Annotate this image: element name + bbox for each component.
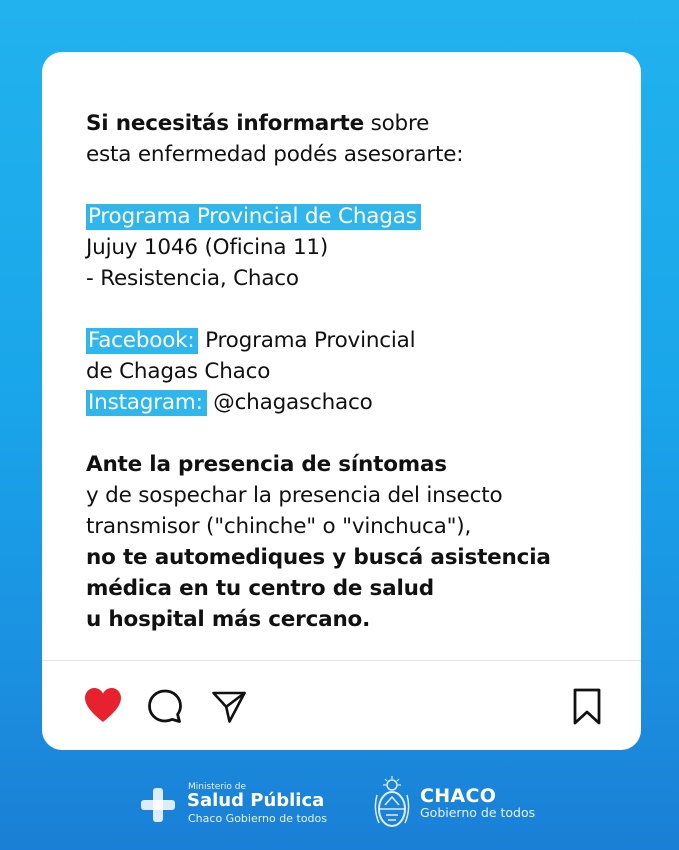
chaco-subtitle: Gobierno de todos	[420, 805, 536, 820]
facebook-line	[86, 325, 616, 356]
address-line-1: Jujuy 1046 (Oficina 11)	[86, 235, 329, 260]
intro-rest-text: sobre	[363, 111, 430, 136]
warning-bold-4: no te automediques y buscá asistencia	[86, 545, 551, 570]
bookmark-icon[interactable]	[570, 687, 604, 731]
instagram-handle: @chagaschaco	[213, 390, 373, 415]
warning-bold-1: Ante la presencia de síntomas	[86, 452, 447, 477]
health-cross-icon	[141, 788, 175, 822]
ministry-name: Salud Pública	[187, 790, 325, 811]
footer	[0, 772, 679, 836]
province-crest-icon	[372, 775, 412, 831]
instagram-line	[86, 387, 616, 418]
chaco-name: CHACO	[420, 785, 497, 807]
program-name-highlight: Programa Provincial de Chagas	[86, 204, 421, 230]
warning-line-5	[86, 573, 616, 604]
intro-line-2: esta enfermedad podés asesorarte:	[86, 142, 464, 167]
intro-line-1	[86, 108, 616, 139]
warning-bold-6: u hospital más cercano.	[86, 607, 371, 632]
post-card	[42, 52, 641, 750]
instagram-label: Instagram:	[86, 390, 207, 416]
facebook-label: Facebook:	[86, 328, 198, 354]
warning-line-6	[86, 604, 616, 635]
send-icon[interactable]	[210, 688, 248, 730]
warning-line-4	[86, 542, 616, 573]
post-content	[86, 108, 616, 635]
post-actions	[42, 682, 641, 732]
warning-line-2: y de sospechar la presencia del insecto	[86, 483, 503, 508]
warning-line-3: transmisor ("chinche" o "vinchuca"),	[86, 514, 472, 539]
ministry-subtitle: Chaco Gobierno de todos	[188, 812, 327, 825]
intro-bold-text: Si necesitás informarte	[86, 111, 364, 136]
address-line-2: - Resistencia, Chaco	[86, 266, 299, 291]
actions-divider	[42, 660, 641, 661]
warning-bold-5: médica en tu centro de salud	[86, 576, 434, 601]
facebook-value-2: de Chagas Chaco	[86, 359, 271, 384]
heart-icon[interactable]	[82, 686, 124, 728]
facebook-value-1: Programa Provincial	[205, 328, 416, 353]
ministry-small-label: Ministerio de	[188, 782, 247, 792]
warning-line-1	[86, 449, 616, 480]
comment-icon[interactable]	[146, 688, 184, 730]
program-line	[86, 201, 616, 232]
